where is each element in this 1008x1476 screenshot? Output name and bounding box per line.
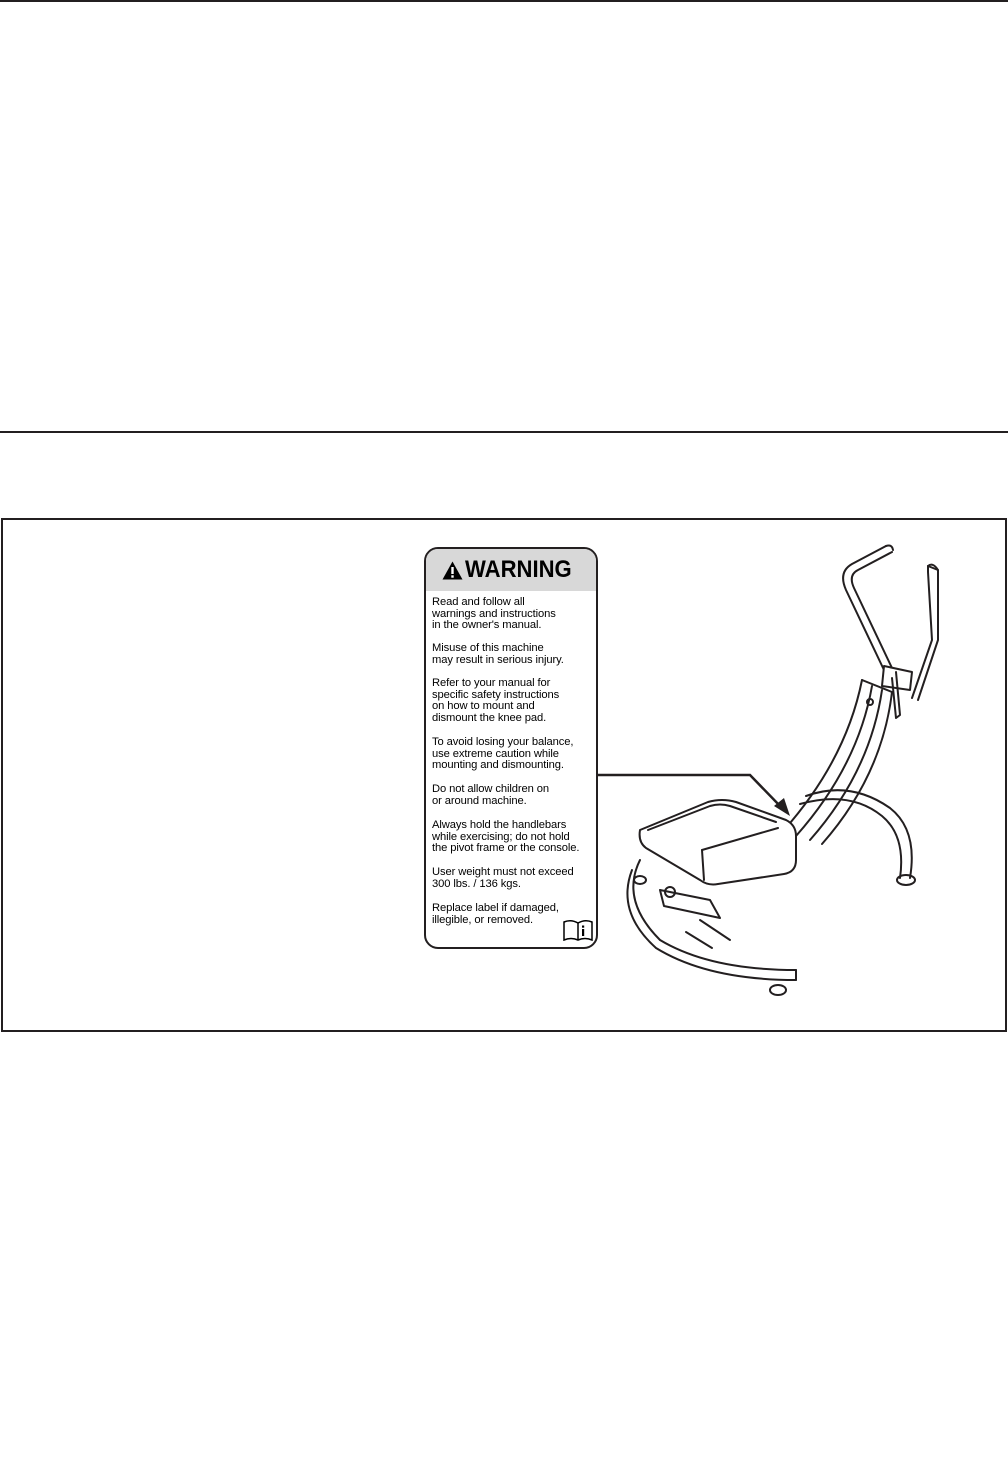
warning-label — [424, 547, 598, 949]
manual-book-icon — [563, 919, 593, 941]
warning-triangle-icon — [442, 561, 463, 580]
warning-label-header — [426, 549, 596, 591]
warning-paragraph: Always hold the handlebars while exercising; do not hold the pivot frame or the console. — [432, 819, 580, 855]
warning-paragraph: To avoid losing your balance, use extreme caution while mounting and dismounting. — [432, 736, 574, 772]
warning-paragraph: Refer to your manual for specific safety instructions on how to mount and dismount the knee pad. — [432, 677, 560, 724]
warning-title: WARNING — [464, 556, 572, 583]
warning-paragraph: Misuse of this machine may result in serious injury. — [432, 642, 564, 666]
warning-paragraph: Do not allow children on or around machine. — [432, 783, 550, 807]
ab-machine-illustration — [600, 540, 960, 1010]
warning-paragraph: User weight must not exceed 300 lbs. / 136 kgs. — [432, 866, 574, 890]
warning-paragraph: Read and follow all warnings and instructions in the owner's manual. — [432, 596, 556, 632]
warning-paragraph: Replace label if damaged, illegible, or removed. — [432, 902, 559, 926]
